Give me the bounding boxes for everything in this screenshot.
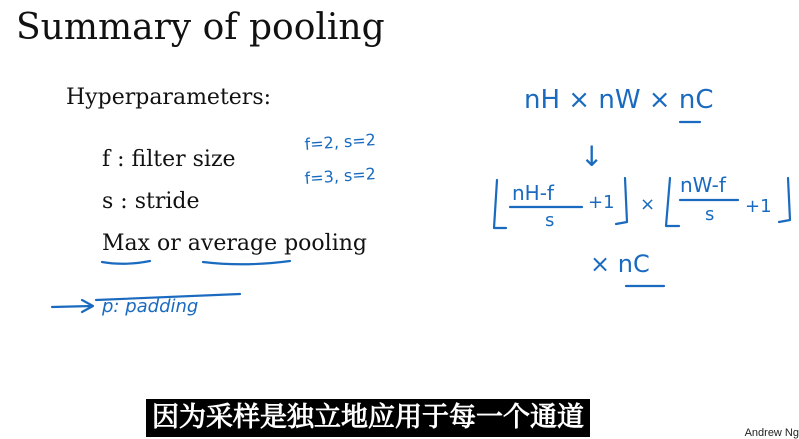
underline-max bbox=[102, 261, 150, 264]
arrow-padding bbox=[52, 300, 93, 312]
author-watermark: Andrew Ng bbox=[744, 427, 799, 439]
formula-left-denominator: s bbox=[545, 210, 555, 231]
floor-right-open bbox=[666, 178, 679, 226]
floor-left-open bbox=[494, 180, 506, 228]
floor-right-close bbox=[779, 178, 790, 222]
formula-right-numerator: nW-f bbox=[680, 173, 726, 197]
formula-right-denominator: s bbox=[705, 204, 715, 225]
plus-one-right: +1 bbox=[745, 196, 772, 217]
struck-padding: p: padding bbox=[102, 296, 199, 317]
param-stride: s : stride bbox=[102, 189, 200, 214]
example-f2-s2: f=2, s=2 bbox=[303, 130, 377, 154]
underline-average bbox=[203, 261, 290, 264]
down-arrow: ↓ bbox=[580, 140, 604, 173]
floor-left-close bbox=[616, 178, 627, 224]
plus-one-left: +1 bbox=[588, 192, 615, 213]
param-filter-size: f : filter size bbox=[102, 147, 236, 172]
param-pooling-type: Max or average pooling bbox=[102, 231, 367, 256]
hyperparameters-heading: Hyperparameters: bbox=[66, 85, 272, 110]
formula-left-numerator: nH-f bbox=[512, 181, 554, 205]
times-nc: × nC bbox=[590, 250, 650, 278]
strike-line bbox=[96, 294, 240, 300]
slide-title: Summary of pooling bbox=[16, 7, 385, 48]
video-subtitle: 因为采样是独立地应用于每一个通道 bbox=[146, 399, 590, 437]
times-sign: × bbox=[640, 194, 656, 215]
example-f3-s2: f=3, s=2 bbox=[303, 164, 377, 188]
input-dims: nH × nW × nC bbox=[524, 85, 714, 115]
